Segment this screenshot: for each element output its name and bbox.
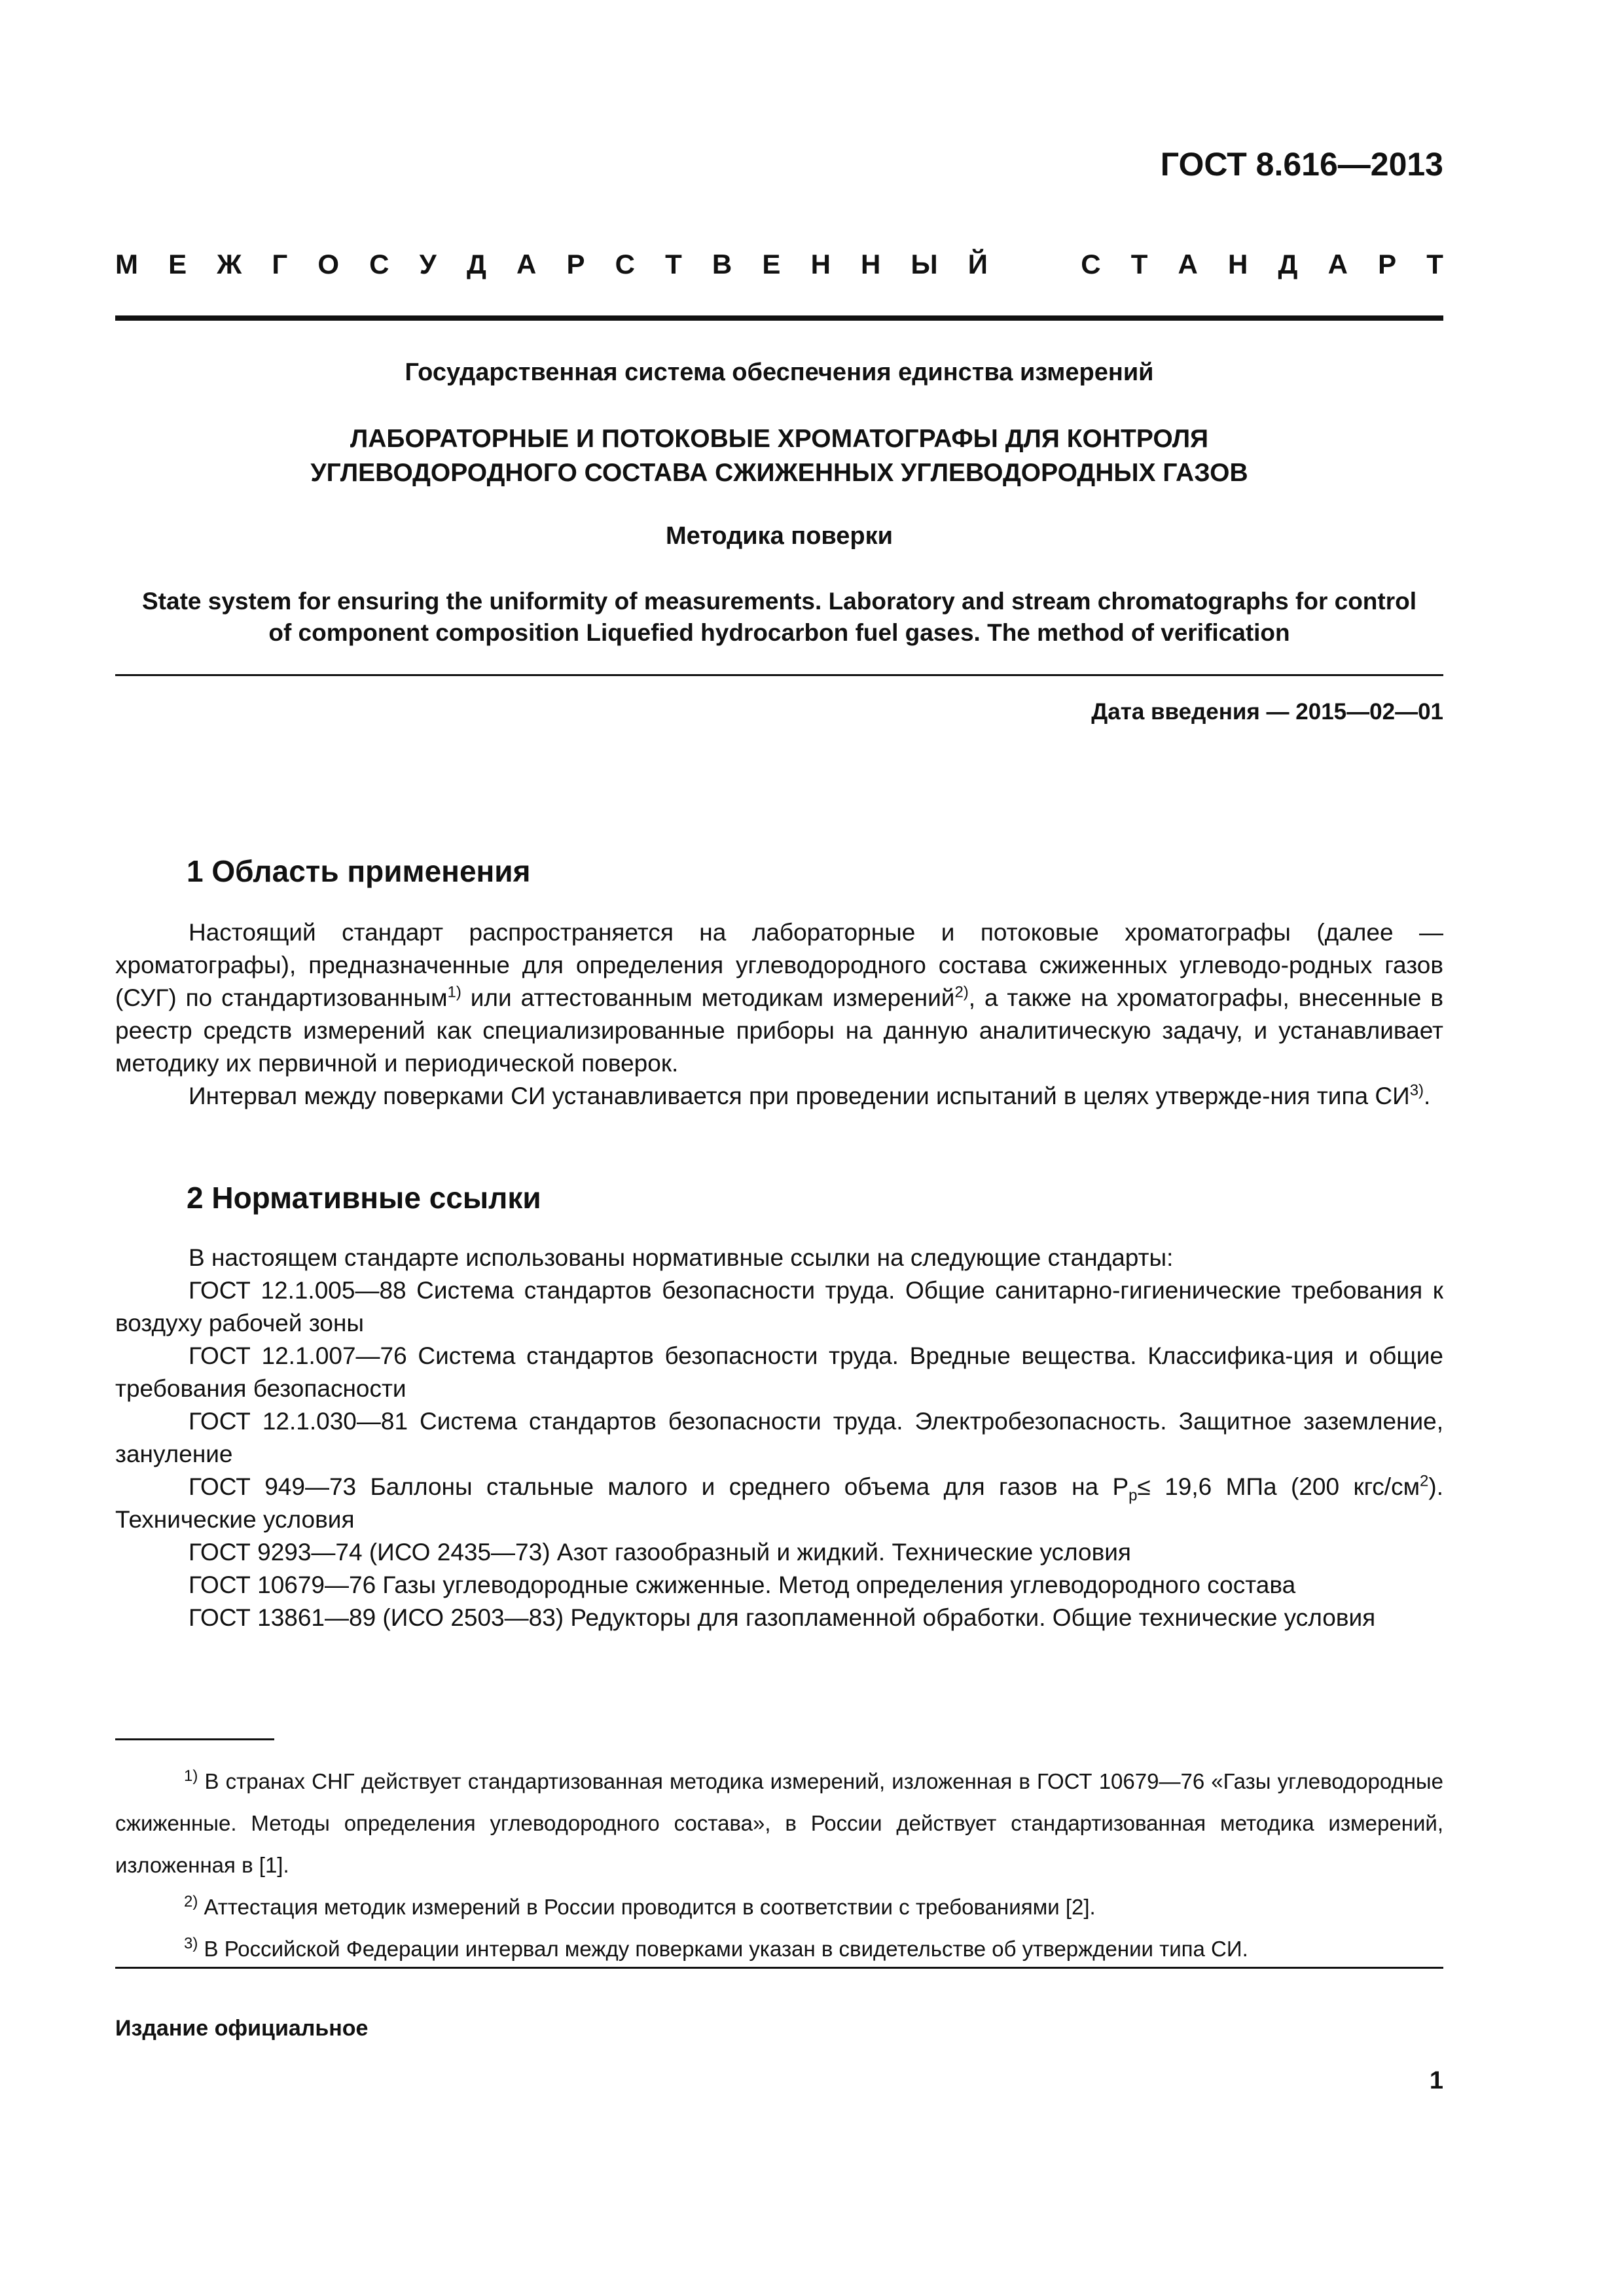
main-title-line: УГЛЕВОДОРОДНОГО СОСТАВА СЖИЖЕННЫХ УГЛЕВОДОРОДНЫХ ГАЗОВ [310, 459, 1248, 487]
heading-letter: Т [1426, 249, 1443, 279]
footnote-mark: 3) [184, 1935, 198, 1952]
title-rule [115, 674, 1443, 676]
reference-item: ГОСТ 12.1.005—88 Система стандартов безопасности труда. Общие санитарно-гигиенические требования к воздуху рабочей зоны [115, 1277, 1443, 1336]
footnote-separator [115, 1738, 274, 1740]
paragraph: В настоящем стандарте использованы нормативные ссылки на следующие стандарты: [189, 1244, 1174, 1271]
reference-item: ГОСТ 9293—74 (ИСО 2435—73) Азот газообразный и жидкий. Технические условия [189, 1539, 1131, 1566]
heading-letter: М [115, 249, 138, 279]
heading-letter: Е [168, 249, 187, 279]
page-number: 1 [1429, 2067, 1443, 2094]
official-edition-label: Издание официальное [115, 2016, 369, 2041]
english-title [115, 586, 1443, 649]
heading-letter: О [317, 249, 340, 279]
main-title [115, 422, 1443, 490]
reference-item: ГОСТ 12.1.007—76 Система стандартов безопасности труда. Вредные вещества. Классифика-ция и общие требования безопасности [115, 1342, 1443, 1402]
header-rule [115, 315, 1443, 321]
heading-letter: Д [1278, 249, 1298, 279]
heading-letter: Й [967, 249, 988, 279]
footnote: $^{1)}$ В странах СНГ действует стандартизованная методика измерений, изложенная в ГОСТ 10679—76 «Газы углеводородные сжиженные. Методы определения углеводородного состава», в России действует стандартизованная методика измерений, изложенная в [1]. [115, 1767, 1443, 1877]
heading-letter: У [419, 249, 437, 279]
heading-letter: Г [272, 249, 288, 279]
heading-letter: Д [466, 249, 486, 279]
section-2-title: 2 Нормативные ссылки [187, 1181, 541, 1215]
paragraph: Настоящий стандарт распространяется на лабораторные и потоковые хроматографы (далее — хроматографы), предназначенные для определения углеводородного состава сжиженных углеводо-родных газов (СУГ) по стандартизованным$^{1)}$ или аттестованным методикам измерений$^{2)}$, а также на хроматографы, внесенные в реестр средств измерений как специализированные приборы на данную аналитическую задачу, и устанавливает методику их первичной и периодической поверок. [115, 919, 1444, 1077]
english-title-line: of component composition Liquefied hydrocarbon fuel gases. The method of verification [268, 619, 1290, 646]
reference-item: ГОСТ 949—73 Баллоны стальные малого и среднего объема для газов на $P_p\le 19,6$ МПа (200 кгс/$см^2$). Технические условия [115, 1472, 1443, 1533]
reference-item: ГОСТ 10679—76 Газы углеводородные сжиженные. Метод определения углеводородного состава [189, 1571, 1296, 1598]
heading-letter: Р [1378, 249, 1397, 279]
section-1-body [115, 916, 1443, 1113]
heading-letter: А [516, 249, 537, 279]
footer-rule [115, 1967, 1443, 1969]
system-title: Государственная система обеспечения единства измерений [405, 359, 1154, 386]
main-title-line: ЛАБОРАТОРНЫЕ И ПОТОКОВЫЕ ХРОМАТОГРАФЫ ДЛЯ КОНТРОЛЯ [350, 425, 1209, 453]
english-title-line: State system for ensuring the uniformity of measurements. Laboratory and stream chromatographs for control [142, 588, 1416, 615]
heading-letter: Ы [911, 249, 938, 279]
reference-item: ГОСТ 13861—89 (ИСО 2503—83) Редукторы для газопламенной обработки. Общие технические условия [189, 1604, 1376, 1631]
doc-number: ГОСТ 8.616—2013 [1160, 146, 1443, 183]
method-title: Методика поверки [665, 522, 893, 550]
heading-gap [1018, 249, 1051, 280]
footnote-ref: 2) [954, 983, 969, 1001]
heading-letter: С [615, 249, 635, 279]
intro-date: Дата введения — 2015—02—01 [1091, 699, 1443, 725]
footnote-ref: 1) [447, 983, 461, 1001]
heading-letter: В [712, 249, 732, 279]
section-1-title: 1 Область применения [187, 854, 531, 888]
heading-letter: С [1081, 249, 1101, 279]
heading-letter: Н [810, 249, 831, 279]
heading-letter: А [1178, 249, 1198, 279]
heading-letter: А [1327, 249, 1348, 279]
heading-letter: Н [861, 249, 881, 279]
heading-letter: С [369, 249, 389, 279]
heading-letter: Н [1228, 249, 1248, 279]
heading-letter: Т [1130, 249, 1148, 279]
footnote-mark: 1) [184, 1767, 198, 1785]
interstate-standard-heading [115, 249, 1443, 280]
heading-letter: Ж [217, 249, 242, 279]
footnotes [115, 1761, 1443, 1970]
heading-letter: Р [566, 249, 585, 279]
footnote: $^{2)}$ Аттестация методик измерений в России проводится в соответствии с требованиями [2]. [184, 1893, 1096, 1919]
footnote: $^{3)}$ В Российской Федерации интервал между поверками указан в свидетельстве об утверждении типа СИ. [184, 1935, 1248, 1961]
paragraph: Интервал между поверками СИ устанавливается при проведении испытаний в целях утвержде-ния типа СИ$^{3)}$. [189, 1081, 1431, 1109]
reference-item: ГОСТ 12.1.030—81 Система стандартов безопасности труда. Электробезопасность. Защитное заземление, зануление [115, 1408, 1443, 1467]
heading-letter: Т [665, 249, 682, 279]
heading-letter: Е [762, 249, 781, 279]
section-2-body [115, 1242, 1443, 1634]
footnote-mark: 2) [184, 1893, 198, 1910]
footnote-ref: 3) [1409, 1081, 1424, 1100]
